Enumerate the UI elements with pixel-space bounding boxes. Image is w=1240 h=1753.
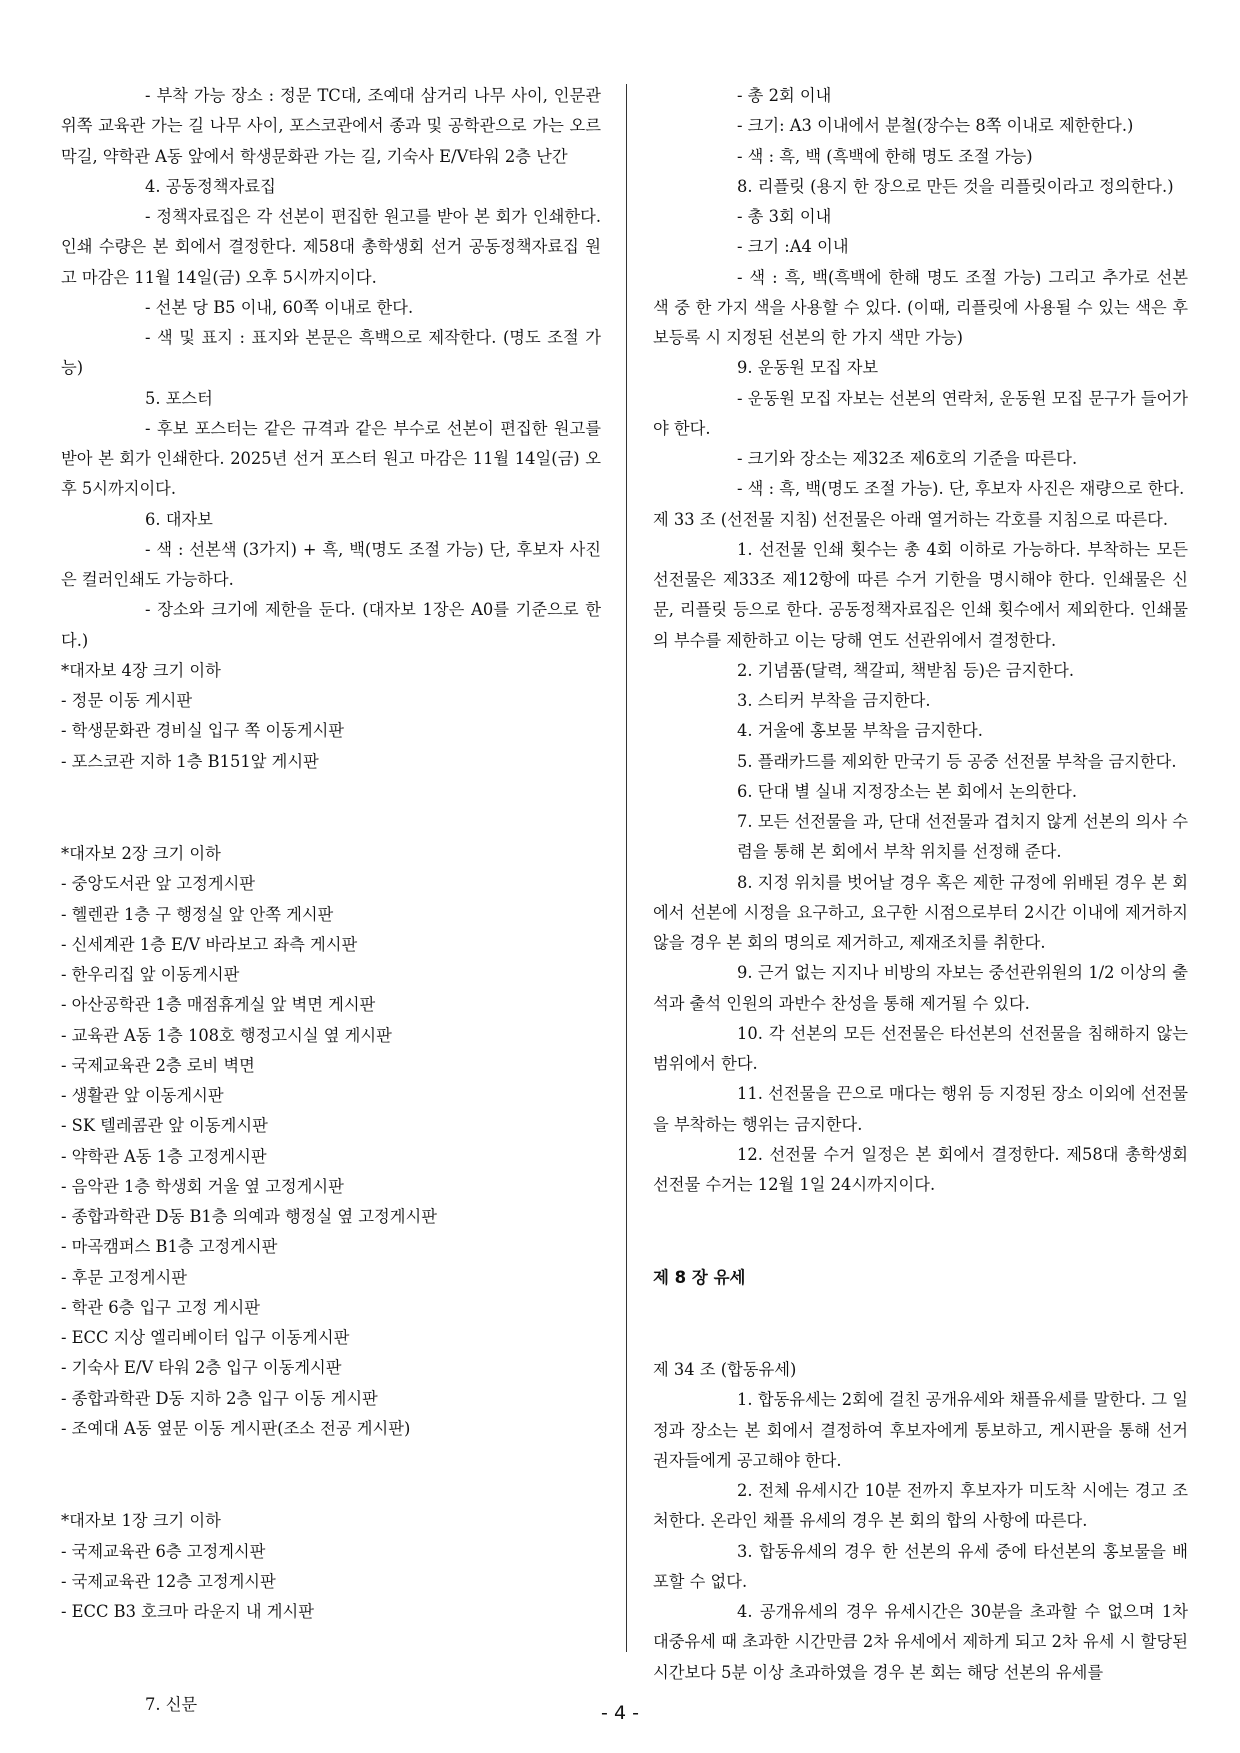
indented-item: 5. 플래카드를 제외한 만국기 등 공중 선전물 부착을 금지한다. [737, 751, 1177, 771]
column-divider [626, 84, 627, 1652]
indented-paragraph: 9. 운동원 모집 자보 [737, 358, 879, 378]
list-item: - 정문 이동 게시판 [61, 691, 193, 710]
indented-paragraph: 3. 합동유세의 경우 한 선본의 유세 중에 타선본의 홍보물을 배포할 수 없다. [653, 1541, 1188, 1591]
indented-paragraph: - 선본 당 B5 이내, 60쪽 이내로 한다. [145, 297, 414, 317]
list-item: - 국제교육관 2층 로비 벽면 [61, 1055, 255, 1075]
blank-line [653, 1309, 1188, 1339]
blank-line [653, 1216, 1188, 1246]
indented-paragraph: - 운동원 모집 자보는 선본의 연락처, 운동원 모집 문구가 들어가야 한다. [653, 388, 1188, 438]
indented-paragraph: - 정책자료집은 각 선본이 편집한 원고를 받아 본 회가 인쇄한다. 인쇄 수량은 본 회에서 결정한다. 제58대 총학생회 선거 공동정책자료집 원고 마감은 11월 14일(금) 오후 5시까지이다. [61, 207, 601, 287]
page-number: - 4 - [601, 1702, 639, 1724]
indented-paragraph: - 색 : 선본색 (3가지) + 흑, 백(명도 조절 가능) 단, 후보자 사진은 컬러인쇄도 가능하다. [61, 539, 601, 589]
indented-paragraph: 9. 근거 없는 지지나 비방의 자보는 중선관위원의 1/2 이상의 출석과 출석 인원의 과반수 찬성을 통해 제거될 수 있다. [653, 963, 1188, 1013]
blank-line [61, 1643, 601, 1673]
indented-paragraph: 7. 신문 [145, 1694, 198, 1714]
right-column [653, 81, 1188, 1688]
left-column [61, 81, 601, 1720]
indented-item: 7. 모든 선전물을 과, 단대 선전물과 겹치지 않게 선본의 의사 수렴을 통해 본 회에서 부착 위치를 선정해 준다. [737, 812, 1188, 862]
list-item: - 종합과학관 D동 지하 2층 입구 이동 게시판 [61, 1388, 378, 1408]
indented-paragraph: - 색 : 흑, 백(명도 조절 가능). 단, 후보자 사진은 재량으로 한다. [737, 479, 1185, 499]
indented-item: - 색 : 흑, 백 (흑백에 한해 명도 조절 가능) [737, 146, 1033, 166]
indented-paragraph: - 색 : 흑, 백(흑백에 한해 명도 조절 가능) 그리고 추가로 선본 색 중 한 가지 색을 사용할 수 있다. (이때, 리플릿에 사용될 수 있는 색은 후보등록 시 지정된 선본의 한 가지 색만 가능) [653, 267, 1188, 347]
list-item: - 기숙사 E/V 타워 2층 입구 이동게시판 [61, 1358, 342, 1378]
indented-paragraph: - 부착 가능 장소 : 정문 TC대, 조예대 삼거리 나무 사이, 인문관 위쪽 교육관 가는 길 나무 사이, 포스코관에서 종과 및 공학관으로 가는 오르막길, 약학관 A동 앞에서 학생문화관 가는 길, 기숙사 E/V타워 2층 난간 [61, 86, 601, 166]
list-item: - 학생문화관 경비실 입구 쪽 이동게시판 [61, 721, 345, 741]
indented-item: - 크기: A3 이내에서 분철(장수는 8쪽 이내로 제한한다.) [737, 116, 1134, 136]
list-item: - 학관 6층 입구 고정 게시판 [61, 1297, 261, 1317]
list-item: - 국제교육관 12층 고정게시판 [61, 1571, 276, 1591]
list-item: - 마곡캠퍼스 B1층 고정게시판 [61, 1237, 278, 1257]
list-item: *대자보 2장 크기 이하 [61, 844, 221, 863]
list-item: *대자보 1장 크기 이하 [61, 1511, 221, 1531]
indented-paragraph: 12. 선전물 수거 일정은 본 회에서 결정한다. 제58대 총학생회 선전물 수거는 12월 1일 24시까지이다. [653, 1144, 1188, 1194]
indented-item: 6. 단대 별 실내 지정장소는 본 회에서 논의한다. [737, 781, 1078, 801]
indented-paragraph: 11. 선전물을 끈으로 매다는 행위 등 지정된 장소 이외에 선전물을 부착하는 행위는 금지한다. [653, 1084, 1188, 1134]
list-item: - 종합과학관 D동 B1층 의예과 행정실 옆 고정게시판 [61, 1207, 437, 1226]
list-item: - SK 텔레콤관 앞 이동게시판 [61, 1116, 268, 1136]
indented-item: 3. 스티커 부착을 금지한다. [737, 691, 931, 710]
list-item: - 약학관 A동 1층 고정게시판 [61, 1146, 267, 1166]
list-item: - 조예대 A동 옆문 이동 게시판(조소 전공 게시판) [61, 1418, 411, 1438]
blank-line [61, 793, 601, 823]
indented-paragraph: 4. 공개유세의 경우 유세시간은 30분을 초과할 수 없으며 1차 대중유세 때 초과한 시간만큼 2차 유세에서 제하게 되고 2차 유세 시 할당된 시간보다 5분 이상 초과하였을 경우 본 회는 해당 선본의 유세를 [653, 1602, 1188, 1682]
list-item: - 아산공학관 1층 매점휴게실 앞 벽면 게시판 [61, 995, 376, 1015]
indented-paragraph: 2. 전체 유세시간 10분 전까지 후보자가 미도착 시에는 경고 조처한다. 온라인 채플 유세의 경우 본 회의 합의 사항에 따른다. [653, 1481, 1188, 1531]
indented-paragraph: 5. 포스터 [145, 388, 213, 408]
list-item: - 포스코관 지하 1층 B151앞 게시판 [61, 751, 319, 771]
list-item: - ECC B3 호크마 라운지 내 게시판 [61, 1602, 314, 1621]
indented-item: - 크기 :A4 이내 [737, 237, 849, 257]
indented-item: 2. 기념품(달력, 책갈피, 책받침 등)은 금지한다. [737, 660, 1075, 680]
list-item: - 생활관 앞 이동게시판 [61, 1086, 224, 1105]
list-item: - 헬렌관 1층 구 행정실 앞 안쪽 게시판 [61, 904, 334, 924]
list-item: - 국제교육관 6층 고정게시판 [61, 1541, 266, 1561]
paragraph: 제 34 조 (합동유세) [653, 1360, 797, 1379]
indented-paragraph: 8. 지정 위치를 벗어날 경우 혹은 제한 규정에 위배된 경우 본 회에서 선본에 시정을 요구하고, 요구한 시점으로부터 2시간 이내에 제거하지 않을 경우 본 회의 명의로 제거하고, 제재조치를 취한다. [653, 872, 1188, 952]
indented-paragraph: - 후보 포스터는 같은 규격과 같은 부수로 선본이 편집한 원고를 받아 본 회가 인쇄한다. 2025년 선거 포스터 원고 마감은 11월 14일(금) 오후 5시까지이다. [61, 418, 601, 499]
list-item: - 중앙도서관 앞 고정게시판 [61, 874, 256, 894]
list-item: - 음악관 1층 학생회 거울 옆 고정게시판 [61, 1176, 344, 1196]
list-item: *대자보 4장 크기 이하 [61, 660, 221, 680]
indented-item: - 총 3회 이내 [737, 207, 832, 226]
indented-item: 8. 리플릿 (용지 한 장으로 만든 것을 리플릿이라고 정의한다.) [737, 176, 1174, 196]
chapter-heading: 제 8 장 유세 [653, 1267, 746, 1287]
paragraph: 제 33 조 (선전물 지침) 선전물은 아래 열거하는 각호를 지침으로 따른다. [653, 509, 1169, 529]
list-item: - 신세계관 1층 E/V 바라보고 좌측 게시판 [61, 934, 358, 954]
indented-item: 4. 거울에 홍보물 부착을 금지한다. [737, 721, 983, 741]
indented-paragraph: - 장소와 크기에 제한을 둔다. (대자보 1장은 A0를 기준으로 한다.) [61, 600, 601, 650]
list-item: - 한우리집 앞 이동게시판 [61, 965, 240, 984]
blank-line [61, 1460, 601, 1490]
indented-paragraph: 10. 각 선본의 모든 선전물은 타선본의 선전물을 침해하지 않는 범위에서 한다. [653, 1023, 1188, 1073]
indented-paragraph: - 색 및 표지 : 표지와 본문은 흑백으로 제작한다. (명도 조절 가능) [61, 328, 601, 378]
indented-paragraph: 1. 합동유세는 2회에 걸친 공개유세와 채플유세를 말한다. 그 일정과 장소는 본 회에서 결정하여 후보자에게 통보하고, 게시판을 통해 선거권자들에게 공고해야 한다. [653, 1390, 1188, 1470]
indented-paragraph: - 크기와 장소는 제32조 제6호의 기준을 따른다. [737, 449, 1078, 468]
indented-paragraph: 4. 공동정책자료집 [145, 176, 276, 196]
list-item: - 교육관 A동 1층 108호 행정고시실 옆 게시판 [61, 1025, 392, 1045]
indented-paragraph: 1. 선전물 인쇄 횟수는 총 4회 이하로 가능하다. 부착하는 모든 선전물은 제33조 제12항에 따른 수거 기한을 명시해야 한다. 인쇄물은 신문, 리플릿 등으로 한다. 공동정책자료집은 인쇄 횟수에서 제외한다. 인쇄물의 부수를 제한하고 이는 당해 연도 선관위에서 결정한다. [653, 539, 1188, 650]
indented-paragraph: 6. 대자보 [145, 509, 213, 529]
list-item: - ECC 지상 엘리베이터 입구 이동게시판 [61, 1328, 350, 1347]
list-item: - 후문 고정게시판 [61, 1267, 187, 1287]
indented-item: - 총 2회 이내 [737, 86, 832, 105]
